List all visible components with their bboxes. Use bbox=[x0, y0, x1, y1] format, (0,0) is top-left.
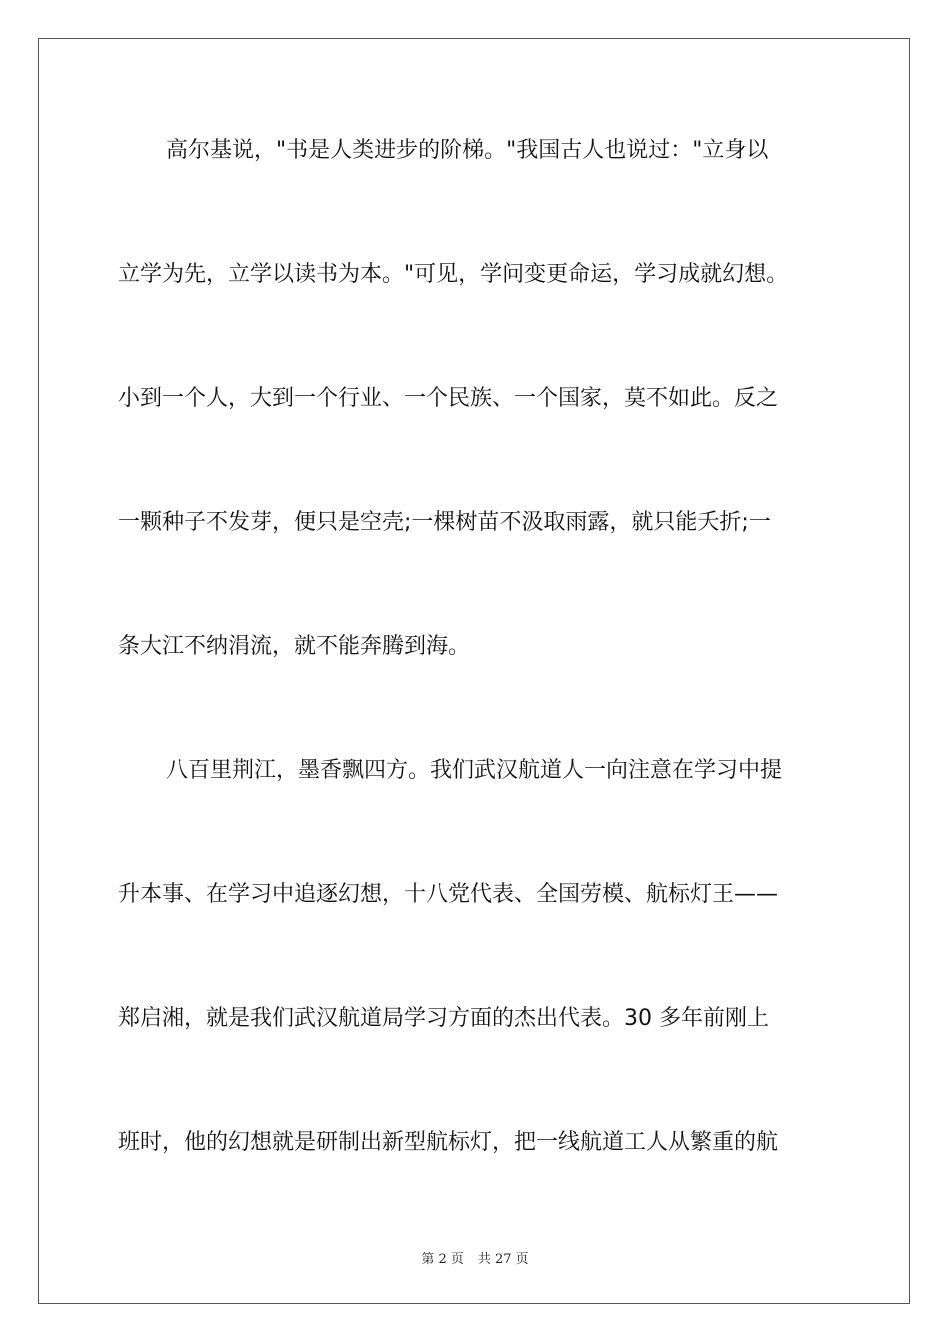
paragraph-line: 条大江不纳涓流，就不能奔腾到海。 bbox=[118, 634, 471, 659]
paragraph-line: 一颗种子不发芽，便只是空壳;一棵树苗不汲取雨露，就只能夭折;一 bbox=[118, 510, 771, 535]
paragraph-line: 八百里荆江，墨香飘四方。我们武汉航道人一向注意在学习中提 bbox=[166, 758, 783, 783]
page-border bbox=[38, 38, 910, 1304]
paragraph-line: 小到一个人，大到一个行业、一个民族、一个国家，莫不如此。反之 bbox=[118, 386, 779, 411]
paragraph-line: 升本事、在学习中追逐幻想，十八党代表、全国劳模、航标灯王—— bbox=[118, 882, 779, 907]
page-number: 第 2 页 bbox=[421, 1252, 464, 1267]
page-footer bbox=[0, 1248, 950, 1267]
paragraph-line: 高尔基说，"书是人类进步的阶梯。"我国古人也说过："立身以 bbox=[166, 138, 769, 163]
page-total: 共 27 页 bbox=[477, 1252, 529, 1267]
paragraph-line: 立学为先，立学以读书为本。"可见，学问变更命运，学习成就幻想。 bbox=[118, 262, 789, 287]
paragraph-line: 班时，他的幻想就是研制出新型航标灯，把一线航道工人从繁重的航 bbox=[118, 1130, 779, 1155]
paragraph-line: 郑启湘，就是我们武汉航道局学习方面的杰出代表。30 多年前刚上 bbox=[118, 1006, 769, 1031]
